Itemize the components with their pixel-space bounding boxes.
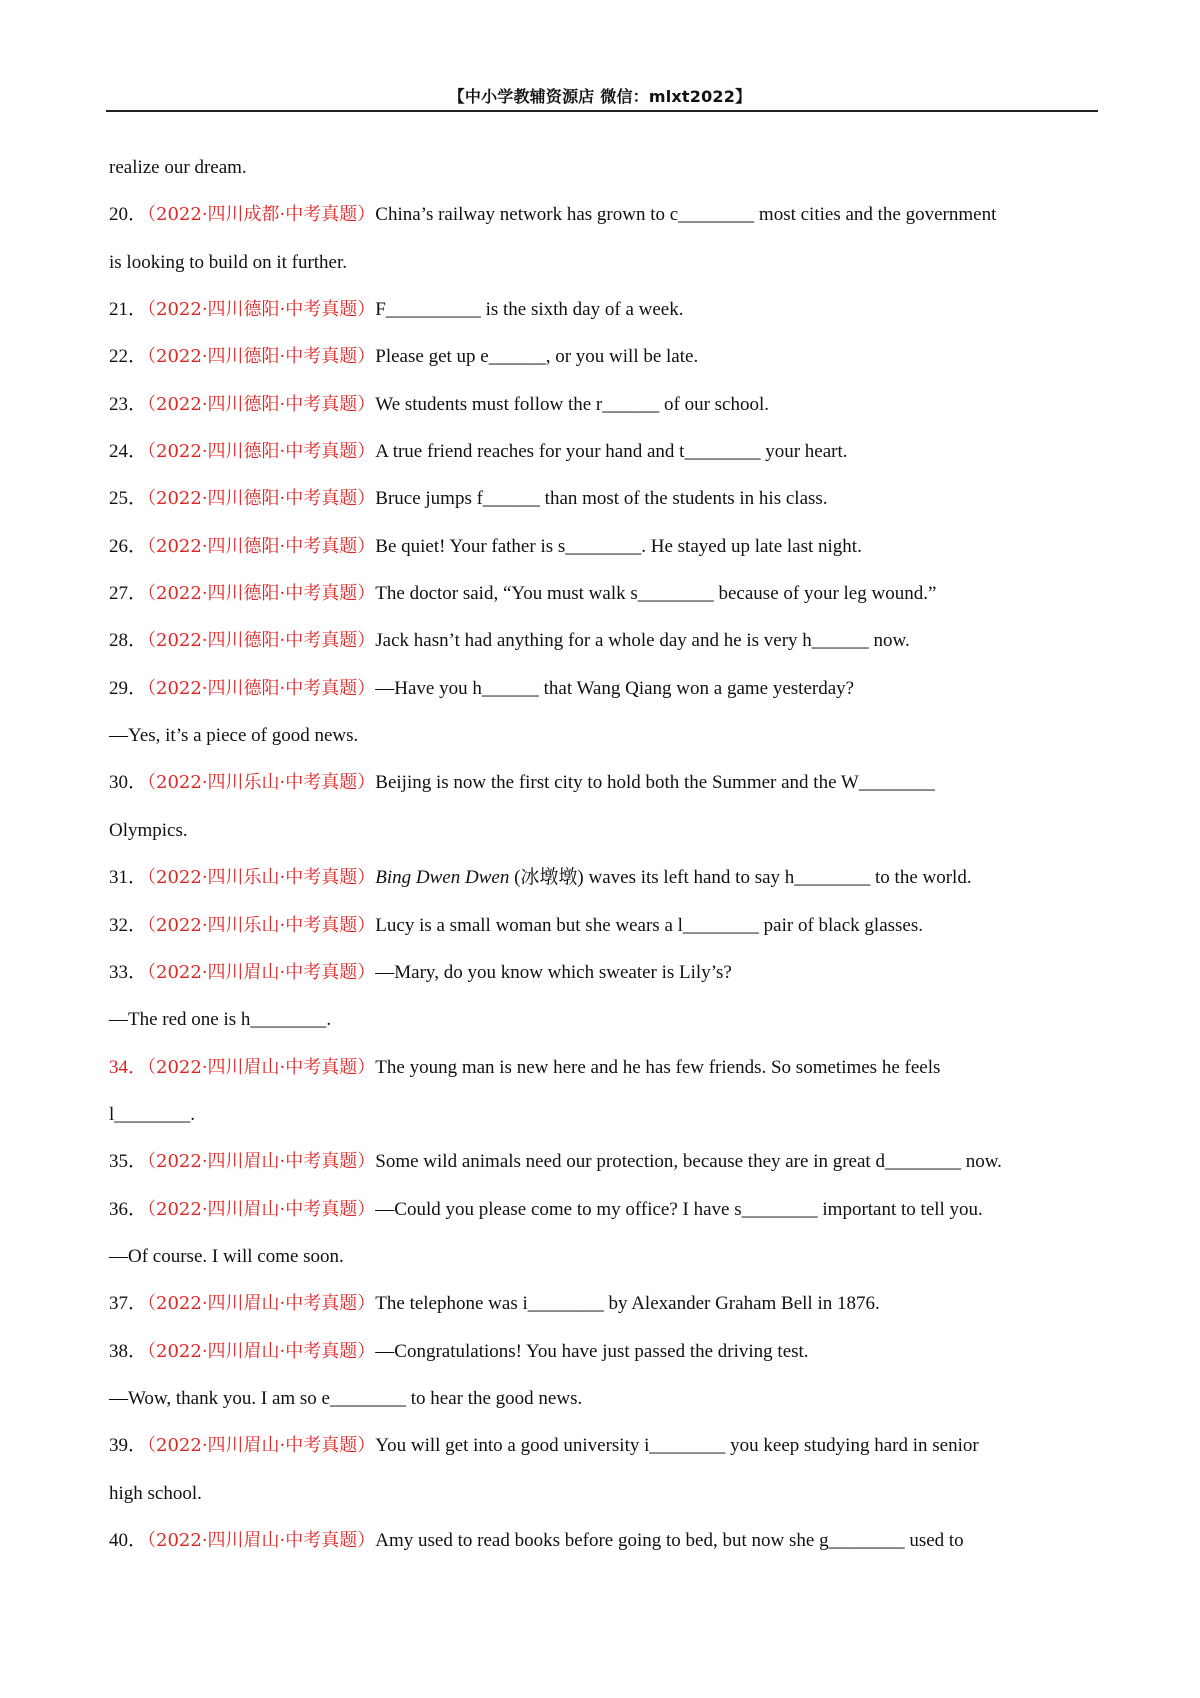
question-source-tag: （2022·四川德阳·中考真题）	[147, 441, 376, 463]
question-continuation-line	[109, 1379, 1104, 1426]
question-number: 23．	[109, 393, 148, 415]
question-line	[109, 195, 1104, 242]
question-number: 38．	[109, 1340, 148, 1362]
question-text: A true friend reaches for your hand and t________ your heart.	[375, 441, 848, 463]
question-number: 22．	[109, 346, 148, 368]
question-text: You will get into a good university i________ you keep studying hard in senior	[375, 1435, 979, 1457]
question-source-tag: （2022·四川眉山·中考真题）	[147, 1293, 376, 1315]
question-number: 29．	[109, 677, 148, 699]
question-number: 27．	[109, 583, 148, 605]
question-text: —Of course. I will come soon.	[109, 1245, 344, 1267]
question-source-tag: （2022·四川德阳·中考真题）	[147, 488, 376, 510]
question-text: Bruce jumps f______ than most of the students in his class.	[375, 488, 828, 510]
question-text: —Mary, do you know which sweater is Lily’s?	[375, 961, 732, 983]
question-text: F__________ is the sixth day of a week.	[375, 299, 684, 321]
question-text: —Have you h______ that Wang Qiang won a game yesterday?	[375, 677, 855, 699]
question-continuation-line	[109, 148, 1104, 195]
header-divider	[106, 110, 1098, 112]
question-text: —Wow, thank you. I am so e________ to hear the good news.	[109, 1387, 583, 1409]
question-number: 26．	[109, 535, 148, 557]
question-number: 25．	[109, 488, 148, 510]
question-text: —Yes, it’s a piece of good news.	[109, 725, 359, 747]
question-number: 20．	[109, 204, 148, 226]
question-source-tag: （2022·四川德阳·中考真题）	[147, 677, 376, 699]
question-line	[109, 337, 1104, 384]
question-line	[109, 669, 1104, 716]
question-text: The doctor said, “You must walk s________ because of your leg wound.”	[375, 583, 937, 605]
question-text: We students must follow the r______ of our school.	[375, 393, 770, 415]
question-line	[109, 290, 1104, 337]
question-source-tag: （2022·四川乐山·中考真题）	[147, 914, 376, 936]
question-text: (冰墩墩) waves its left hand to say h________ to the world.	[509, 867, 972, 889]
question-text: high school.	[109, 1482, 202, 1504]
question-continuation-line	[109, 1000, 1104, 1047]
question-line	[109, 574, 1104, 621]
question-source-tag: （2022·四川乐山·中考真题）	[147, 772, 376, 794]
question-line	[109, 1284, 1104, 1331]
page-header: 【中小学教辅资源店 微信：mlxt2022】	[448, 87, 752, 106]
question-source-tag: （2022·四川眉山·中考真题）	[147, 1529, 376, 1551]
question-text: Olympics.	[109, 819, 188, 841]
question-text: The young man is new here and he has few friends. So sometimes he feels	[375, 1056, 941, 1078]
question-text: —Could you please come to my office? I have s________ important to tell you.	[375, 1198, 983, 1220]
question-source-tag: （2022·四川眉山·中考真题）	[147, 1056, 376, 1078]
question-source-tag: （2022·四川眉山·中考真题）	[147, 1198, 376, 1220]
question-source-tag: （2022·四川德阳·中考真题）	[147, 346, 376, 368]
question-continuation-line	[109, 716, 1104, 763]
question-source-tag: （2022·四川德阳·中考真题）	[147, 299, 376, 321]
question-number: 31．	[109, 867, 148, 889]
question-line	[109, 385, 1104, 432]
question-line	[109, 1048, 1104, 1095]
question-number: 28．	[109, 630, 148, 652]
question-text: l________.	[109, 1103, 196, 1125]
question-text: —The red one is h________.	[109, 1009, 332, 1031]
question-line	[109, 763, 1104, 810]
question-text: Jack hasn’t had anything for a whole day and he is very h______ now.	[375, 630, 910, 652]
question-text: realize our dream.	[109, 157, 247, 178]
question-text: Be quiet! Your father is s________. He stayed up late last night.	[375, 535, 862, 557]
question-continuation-line	[109, 243, 1104, 290]
question-line	[109, 858, 1104, 905]
question-line	[109, 621, 1104, 668]
question-number: 39．	[109, 1435, 148, 1457]
question-source-tag: （2022·四川眉山·中考真题）	[147, 1340, 376, 1362]
question-text: Please get up e______, or you will be late.	[375, 346, 699, 368]
question-source-tag: （2022·四川成都·中考真题）	[147, 204, 376, 226]
question-source-tag: （2022·四川德阳·中考真题）	[147, 393, 376, 415]
question-line	[109, 1426, 1104, 1473]
question-line	[109, 527, 1104, 574]
question-line	[109, 1521, 1104, 1568]
question-line	[109, 1190, 1104, 1237]
question-source-tag: （2022·四川乐山·中考真题）	[147, 867, 376, 889]
question-continuation-line	[109, 1095, 1104, 1142]
question-line	[109, 953, 1104, 1000]
question-source-tag: （2022·四川眉山·中考真题）	[147, 1151, 376, 1173]
question-continuation-line	[109, 811, 1104, 858]
question-line	[109, 906, 1104, 953]
question-text: Beijing is now the first city to hold both the Summer and the W________	[375, 772, 935, 794]
question-number: 36．	[109, 1198, 148, 1220]
question-number: 34．	[109, 1056, 148, 1078]
question-number: 32．	[109, 914, 148, 936]
question-text: Amy used to read books before going to bed, but now she g________ used to	[375, 1529, 964, 1551]
question-line	[109, 1142, 1104, 1189]
question-text: The telephone was i________ by Alexander Graham Bell in 1876.	[375, 1293, 880, 1315]
question-number: 33．	[109, 961, 148, 983]
question-source-tag: （2022·四川德阳·中考真题）	[147, 535, 376, 557]
question-number: 40．	[109, 1529, 148, 1551]
question-number: 24．	[109, 441, 148, 463]
question-continuation-line	[109, 1237, 1104, 1284]
question-source-tag: （2022·四川眉山·中考真题）	[147, 961, 376, 983]
question-number: 37．	[109, 1293, 148, 1315]
question-number: 35．	[109, 1151, 148, 1173]
question-number: 21．	[109, 299, 148, 321]
question-text: China’s railway network has grown to c________ most cities and the government	[375, 204, 997, 226]
question-source-tag: （2022·四川眉山·中考真题）	[147, 1435, 376, 1457]
question-source-tag: （2022·四川德阳·中考真题）	[147, 630, 376, 652]
question-line	[109, 432, 1104, 479]
question-text: is looking to build on it further.	[109, 251, 348, 273]
question-continuation-line	[109, 1474, 1104, 1521]
question-text: Lucy is a small woman but she wears a l________ pair of black glasses.	[375, 914, 923, 936]
question-italic-term: Bing Dwen Dwen	[375, 867, 510, 889]
question-line	[109, 1332, 1104, 1379]
question-text: —Congratulations! You have just passed the driving test.	[375, 1340, 809, 1362]
question-source-tag: （2022·四川德阳·中考真题）	[147, 583, 376, 605]
question-text: Some wild animals need our protection, because they are in great d________ now.	[375, 1151, 1002, 1173]
question-number: 30．	[109, 772, 148, 794]
question-line	[109, 479, 1104, 526]
question-list	[109, 148, 1104, 1568]
